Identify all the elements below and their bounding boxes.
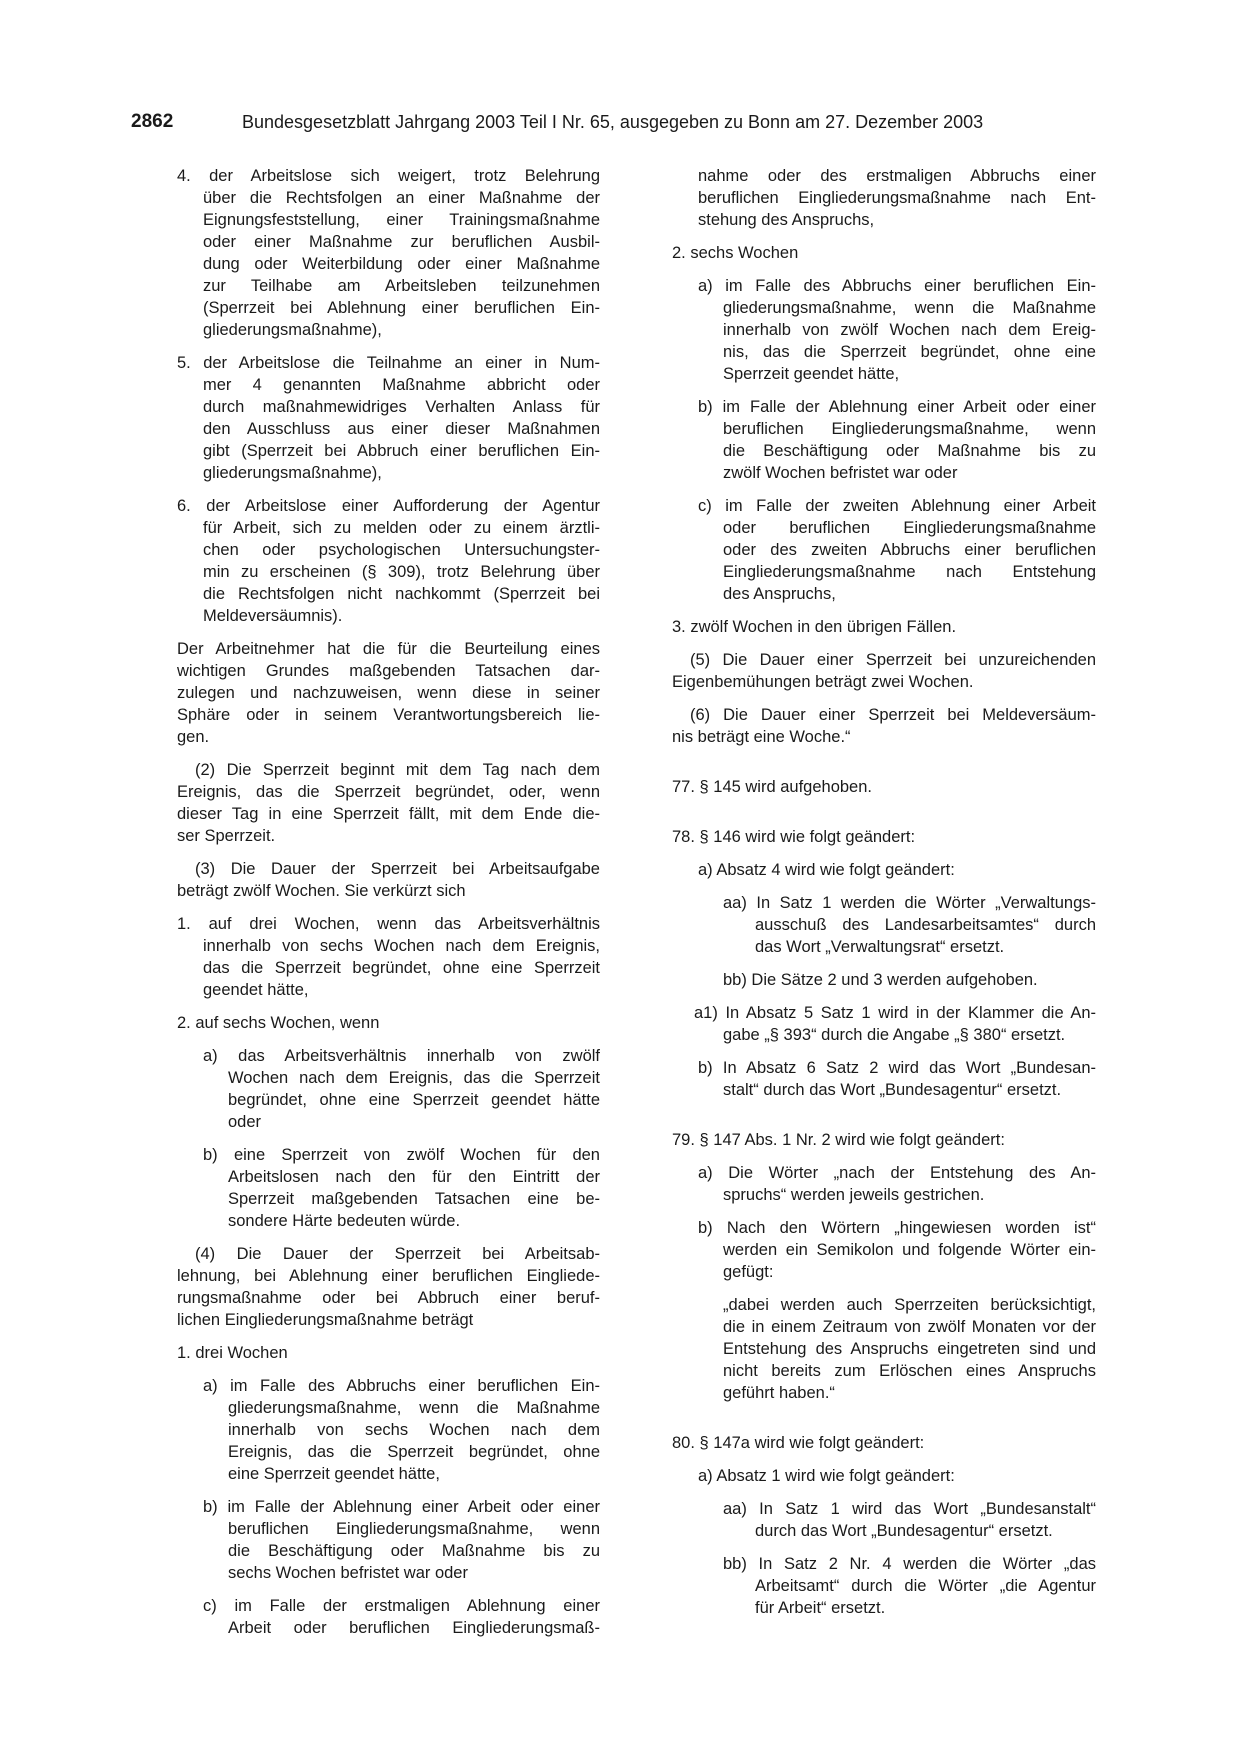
text-line: b) In Absatz 6 Satz 2 wird das Wort „Bundesan- [698,1059,1096,1077]
text-line: Eignungsfeststellung, einer Trainingsmaßnahme [203,211,600,229]
text-line: a) im Falle des Abbruchs einer beruflichen Ein- [698,277,1096,295]
text-line: 6. der Arbeitslose einer Aufforderung der Agentur [177,497,600,515]
text-line: eine Sperrzeit geendet hätte, [228,1465,440,1483]
text-line: Sphäre oder in seinem Verantwortungsbereich lie- [177,706,600,724]
text-line: Ereignis, das die Sperrzeit begründet, ohne [228,1443,600,1461]
text-line: geendet hätte, [203,981,309,999]
paragraph-spacer [672,1487,1096,1498]
text-line: die in einem Zeitraum von zwölf Monaten vor der [723,1318,1096,1336]
paragraph-spacer [177,484,600,495]
text-line: a) im Falle des Abbruchs einer beruflichen Ein- [203,1377,600,1395]
text-line: gibt (Sperrzeit bei Abbruch einer beruflichen Ein- [203,442,600,460]
text-line: ausschuß des Landesarbeitsamtes“ durch [755,916,1096,934]
paragraph-spacer [177,1485,600,1496]
left-column [177,165,600,1639]
text-line: dieser Tag in eine Sperrzeit fällt, mit dem Ende die- [177,805,600,823]
text-line: Meldeversäumnis). [203,607,343,625]
text-line: nahme oder des erstmaligen Abbruchs einer [698,167,1096,185]
paragraph-spacer [672,693,1096,704]
text-line: 1. auf drei Wochen, wenn das Arbeitsverhältnis [177,915,600,933]
text-line: 1. drei Wochen [177,1344,288,1362]
text-line: das Wort „Verwaltungsrat“ ersetzt. [755,938,1005,956]
text-line: Eigenbemühungen beträgt zwei Wochen. [672,673,974,691]
text-line: 2. auf sechs Wochen, wenn [177,1014,380,1032]
text-line: 78. § 146 wird wie folgt geändert: [672,828,916,846]
text-line: nicht bereits zum Erlöschen eines Anspruchs [723,1362,1096,1380]
text-line: stehung des Anspruchs, [698,211,875,229]
text-line: gliederungsmaßnahme, wenn die Maßnahme [723,299,1096,317]
paragraph-spacer [672,1151,1096,1162]
text-line: b) im Falle der Ablehnung einer Arbeit oder einer [203,1498,600,1516]
text-line: Der Arbeitnehmer hat die für die Beurteilung eines [177,640,600,658]
text-line: 77. § 145 wird aufgehoben. [672,778,872,796]
paragraph-spacer [672,991,1096,1002]
text-line: sondere Härte bedeuten würde. [228,1212,461,1230]
paragraph-spacer [177,1034,600,1045]
text-line: 2. sechs Wochen [672,244,799,262]
text-line: oder des zweiten Abbruchs einer beruflichen [723,541,1096,559]
text-line: gliederungsmaßnahme), [203,464,382,482]
paragraph-spacer [177,902,600,913]
text-line: lehnung, bei Ablehnung einer beruflichen Eingliede- [177,1267,600,1285]
text-line: b) eine Sperrzeit von zwölf Wochen für den [203,1146,600,1164]
paragraph-spacer [672,748,1096,776]
text-line: a) Absatz 1 wird wie folgt geändert: [698,1467,955,1485]
paragraph-spacer [672,264,1096,275]
text-line: gliederungsmaßnahme, wenn die Maßnahme [228,1399,600,1417]
paragraph-spacer [672,798,1096,826]
text-line: zwölf Wochen befristet war oder [723,464,958,482]
text-line: a) Absatz 4 wird wie folgt geändert: [698,861,955,879]
text-line: gabe „§ 393“ durch die Angabe „§ 380“ ersetzt. [723,1026,1066,1044]
paragraph-spacer [672,1283,1096,1294]
text-line: c) im Falle der erstmaligen Ablehnung einer [203,1597,600,1615]
text-line: gliederungsmaßnahme), [203,321,382,339]
text-line: a) Die Wörter „nach der Entstehung des An- [698,1164,1096,1182]
text-line: innerhalb von zwölf Wochen nach dem Ereig- [723,321,1096,339]
text-line: geführt haben.“ [723,1384,835,1402]
text-line: oder beruflichen Eingliederungsmaßnahme [723,519,1096,537]
text-line: a) das Arbeitsverhältnis innerhalb von zwölf [203,1047,600,1065]
text-line: Eingliederungsmaßnahme nach Entstehung [723,563,1096,581]
text-line: (5) Die Dauer einer Sperrzeit bei unzureichenden [690,651,1096,669]
text-line: bb) Die Sätze 2 und 3 werden aufgehoben. [723,971,1038,989]
text-line: nis beträgt eine Woche.“ [672,728,851,746]
text-line: Entstehung des Anspruchs eingetreten sind und [723,1340,1096,1358]
paragraph-spacer [177,1364,600,1375]
text-line: zur Teilhabe am Arbeitsleben teilzunehmen [203,277,600,295]
paragraph-spacer [672,881,1096,892]
text-line: mer 4 genannten Maßnahme abbricht oder [203,376,600,394]
paragraph-spacer [177,1331,600,1342]
paragraph-spacer [672,484,1096,495]
text-line: Ereignis, das die Sperrzeit begründet, oder, wenn [177,783,600,801]
paragraph-spacer [672,1404,1096,1432]
text-line: Sperrzeit maßgebenden Tatsachen eine be- [228,1190,600,1208]
text-line: lichen Eingliederungsmaßnahme beträgt [177,1311,474,1329]
text-line: aa) In Satz 1 wird das Wort „Bundesanstalt“ [723,1500,1096,1518]
text-line: b) im Falle der Ablehnung einer Arbeit oder einer [698,398,1096,416]
text-line: aa) In Satz 1 werden die Wörter „Verwaltungs- [723,894,1096,912]
text-line: spruchs“ werden jeweils gestrichen. [723,1186,985,1204]
paragraph-spacer [177,1584,600,1595]
text-line: durch das Wort „Bundesagentur“ ersetzt. [755,1522,1053,1540]
text-line: gefügt: [723,1263,774,1281]
paragraph-spacer [177,847,600,858]
text-line: beruflichen Eingliederungsmaßnahme nach Ent- [698,189,1096,207]
paragraph-spacer [672,1206,1096,1217]
paragraph-spacer [672,1046,1096,1057]
text-line: Wochen nach dem Ereignis, das die Sperrzeit [228,1069,600,1087]
paragraph-spacer [177,1133,600,1144]
text-line: Arbeitslosen nach den für den Eintritt der [228,1168,600,1186]
text-line: die Beschäftigung oder Maßnahme bis zu [228,1542,600,1560]
text-line: das die Sperrzeit begründet, ohne eine Sperrzeit [203,959,600,977]
text-line: nis, das die Sperrzeit begründet, ohne eine [723,343,1096,361]
text-line: a1) In Absatz 5 Satz 1 wird in der Klammer die An- [694,1004,1096,1022]
text-line: rungsmaßnahme oder bei Abbruch einer beruf- [177,1289,600,1307]
paragraph-spacer [177,748,600,759]
text-line: oder einer Maßnahme zur beruflichen Ausbil- [203,233,600,251]
text-line: 3. zwölf Wochen in den übrigen Fällen. [672,618,957,636]
text-line: beträgt zwölf Wochen. Sie verkürzt sich [177,882,466,900]
text-line: gen. [177,728,210,746]
paragraph-spacer [177,627,600,638]
text-line: zulegen und nachzuweisen, wenn diese in seiner [177,684,600,702]
paragraph-spacer [672,1542,1096,1553]
text-line: min zu erscheinen (§ 309), trotz Belehrung über [203,563,600,581]
paragraph-spacer [177,1001,600,1012]
right-column [672,165,1096,1619]
text-line: für Arbeit“ ersetzt. [755,1599,886,1617]
text-line: oder [228,1113,262,1131]
text-line: innerhalb von sechs Wochen nach dem [228,1421,600,1439]
paragraph-spacer [672,1101,1096,1129]
text-line: 4. der Arbeitslose sich weigert, trotz Belehrung [177,167,600,185]
paragraph-spacer [672,1454,1096,1465]
text-line: stalt“ durch das Wort „Bundesagentur“ ersetzt. [723,1081,1062,1099]
text-line: wichtigen Grundes maßgebenden Tatsachen dar- [177,662,600,680]
text-line: die Beschäftigung oder Maßnahme bis zu [723,442,1096,460]
text-line: des Anspruchs, [723,585,836,603]
text-line: (2) Die Sperrzeit beginnt mit dem Tag nach dem [195,761,600,779]
text-line: beruflichen Eingliederungsmaßnahme, wenn [228,1520,600,1538]
text-line: durch maßnahmewidriges Verhalten Anlass für [203,398,600,416]
paragraph-spacer [177,341,600,352]
paragraph-spacer [672,958,1096,969]
paragraph-spacer [672,231,1096,242]
text-line: (4) Die Dauer der Sperrzeit bei Arbeitsab- [195,1245,600,1263]
text-line: b) Nach den Wörtern „hingewiesen worden ist“ [698,1219,1096,1237]
text-line: Sperrzeit geendet hätte, [723,365,900,383]
text-line: „dabei werden auch Sperrzeiten berücksichtigt, [723,1296,1096,1314]
text-line: 79. § 147 Abs. 1 Nr. 2 wird wie folgt geändert: [672,1131,1005,1149]
text-line: dung oder Weiterbildung oder einer Maßnahme [203,255,600,273]
text-line: bb) In Satz 2 Nr. 4 werden die Wörter „das [723,1555,1096,1573]
text-line: werden ein Semikolon und folgende Wörter ein- [723,1241,1096,1259]
text-line: sechs Wochen befristet war oder [228,1564,468,1582]
text-line: begründet, ohne eine Sperrzeit geendet hätte [228,1091,600,1109]
text-line: für Arbeit, sich zu melden oder zu einem ärztli- [203,519,600,537]
text-line: (Sperrzeit bei Ablehnung einer beruflichen Ein- [203,299,600,317]
text-line: beruflichen Eingliederungsmaßnahme, wenn [723,420,1096,438]
text-line: (6) Die Dauer einer Sperrzeit bei Meldeversäum- [690,706,1096,724]
text-line: c) im Falle der zweiten Ablehnung einer Arbeit [698,497,1096,515]
text-line: 80. § 147a wird wie folgt geändert: [672,1434,925,1452]
text-line: innerhalb von sechs Wochen nach dem Ereignis, [203,937,600,955]
paragraph-spacer [672,848,1096,859]
paragraph-spacer [672,605,1096,616]
page-number: 2862 [131,111,174,132]
text-line: den Ausschluss aus einer dieser Maßnahmen [203,420,600,438]
text-line: (3) Die Dauer der Sperrzeit bei Arbeitsaufgabe [195,860,600,878]
paragraph-spacer [672,638,1096,649]
page-header-title: Bundesgesetzblatt Jahrgang 2003 Teil I Nr. 65, ausgegeben zu Bonn am 27. Dezember 2003 [242,112,984,132]
text-line: chen oder psychologischen Untersuchungster- [203,541,600,559]
text-line: Arbeit oder beruflichen Eingliederungsmaß- [228,1619,600,1637]
text-line: Arbeitsamt“ durch die Wörter „die Agentur [755,1577,1096,1595]
text-line: über die Rechtsfolgen an einer Maßnahme der [203,189,600,207]
text-line: die Rechtsfolgen nicht nachkommt (Sperrzeit bei [203,585,600,603]
paragraph-spacer [177,1232,600,1243]
text-line: ser Sperrzeit. [177,827,276,845]
paragraph-spacer [672,385,1096,396]
text-line: 5. der Arbeitslose die Teilnahme an einer in Num- [177,354,600,372]
